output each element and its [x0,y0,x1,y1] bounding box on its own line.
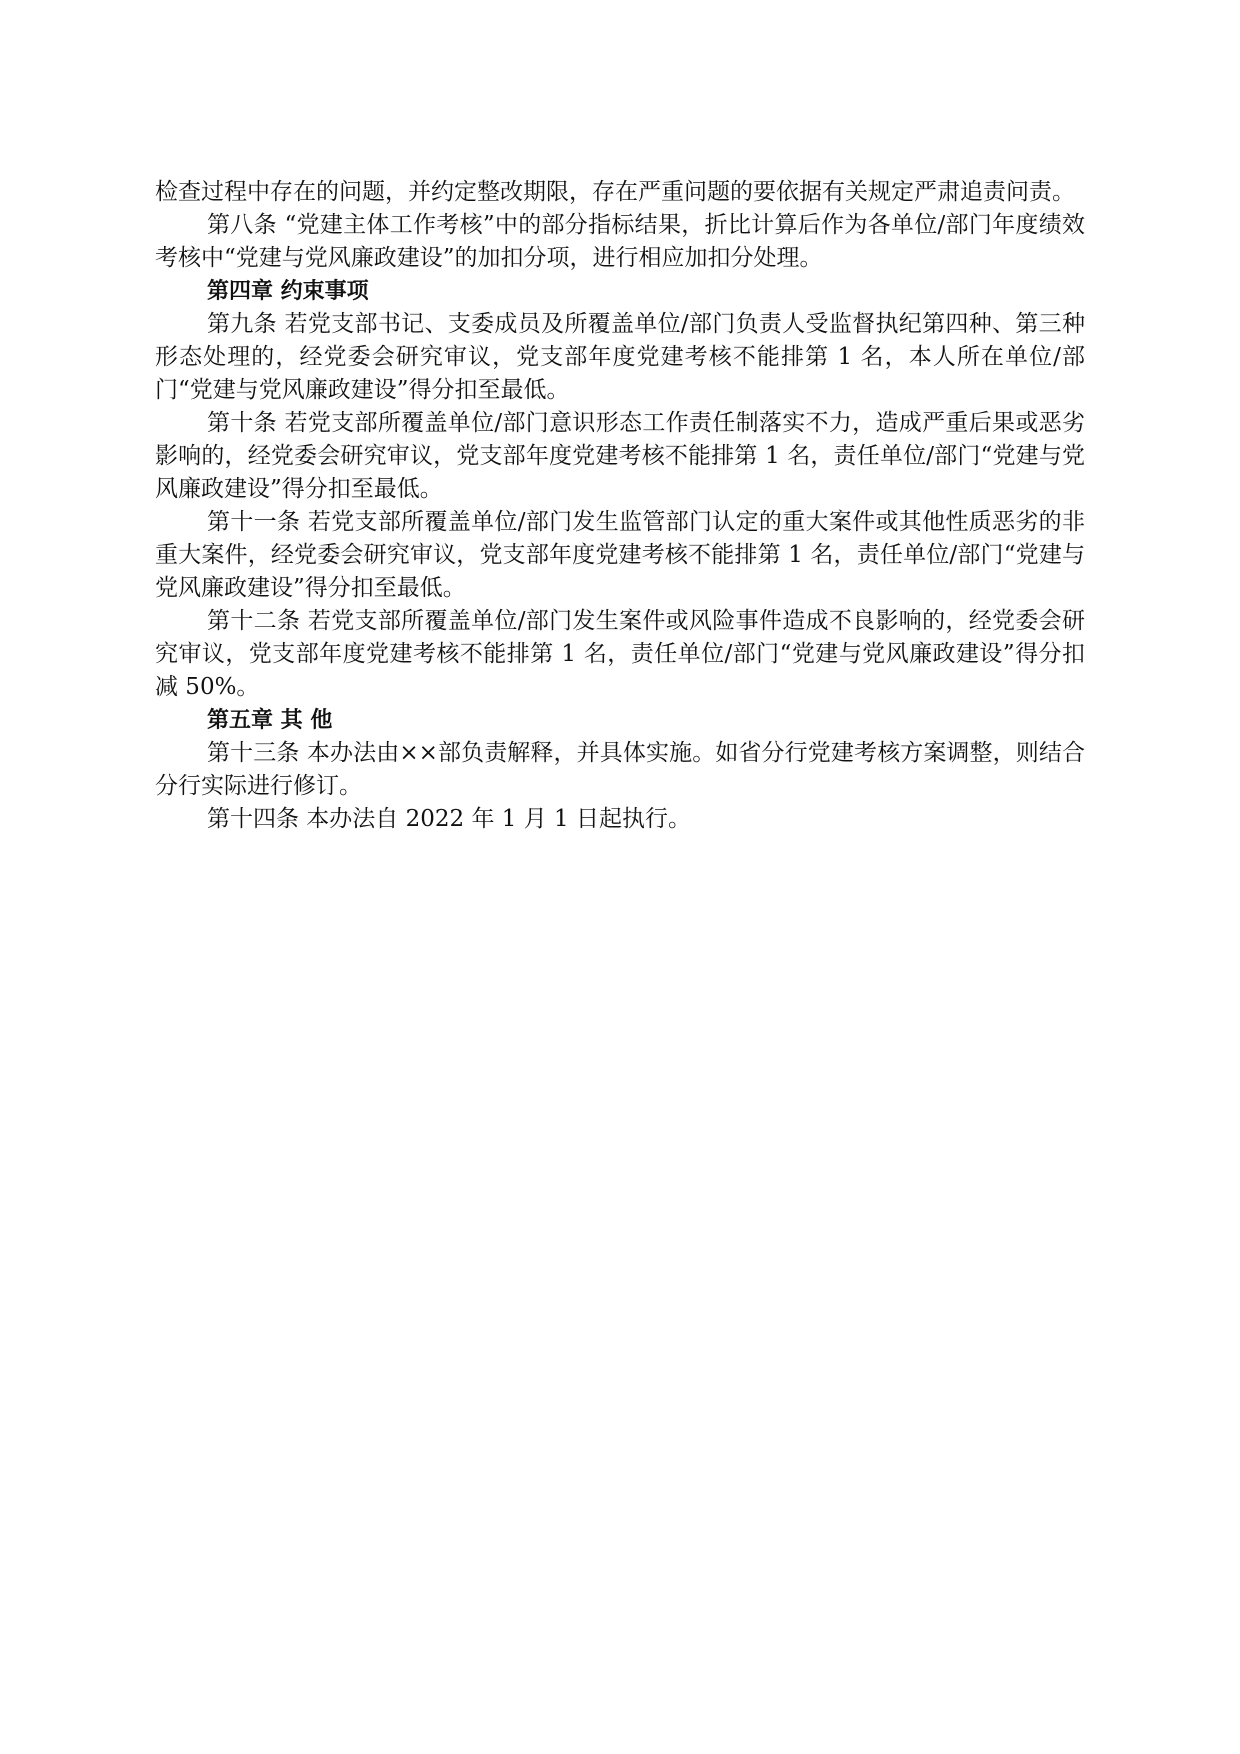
document-body [155,176,1085,836]
paragraph-article-8: 第八条 “党建主体工作考核”中的部分指标结果，折比计算后作为各单位/部门年度绩效考核中“党建与党风廉政建设”的加扣分项，进行相应加扣分处理。 [155,212,1085,271]
paragraph-article-10: 第十条 若党支部所覆盖单位/部门意识形态工作责任制落实不力，造成严重后果或恶劣影响的，经党委会研究审议，党支部年度党建考核不能排第 1 名，责任单位/部门“党建与党风廉政建设”得分扣至最低。 [155,410,1085,502]
paragraph-article-7-continued: 检查过程中存在的问题，并约定整改期限，存在严重问题的要依据有关规定严肃追责问责。 [155,179,1075,205]
paragraph-article-9: 第九条 若党支部书记、支委成员及所覆盖单位/部门负责人受监督执纪第四种、第三种形态处理的，经党委会研究审议，党支部年度党建考核不能排第 1 名，本人所在单位/部门“党建与党风廉政建设”得分扣至最低。 [155,311,1085,403]
paragraph-article-11: 第十一条 若党支部所覆盖单位/部门发生监管部门认定的重大案件或其他性质恶劣的非重大案件，经党委会研究审议，党支部年度党建考核不能排第 1 名，责任单位/部门“党建与党风廉政建设”得分扣至最低。 [155,509,1085,601]
chapter-4-heading: 第四章 约束事项 [207,279,369,304]
paragraph-article-13: 第十三条 本办法由××部负责解释，并具体实施。如省分行党建考核方案调整，则结合分行实际进行修订。 [155,740,1085,799]
paragraph-article-14: 第十四条 本办法自 2022 年 1 月 1 日起执行。 [207,806,691,832]
paragraph-article-12: 第十二条 若党支部所覆盖单位/部门发生案件或风险事件造成不良影响的，经党委会研究审议，党支部年度党建考核不能排第 1 名，责任单位/部门“党建与党风廉政建设”得分扣减 50%。 [155,608,1085,700]
chapter-5-heading: 第五章 其 他 [207,708,333,733]
